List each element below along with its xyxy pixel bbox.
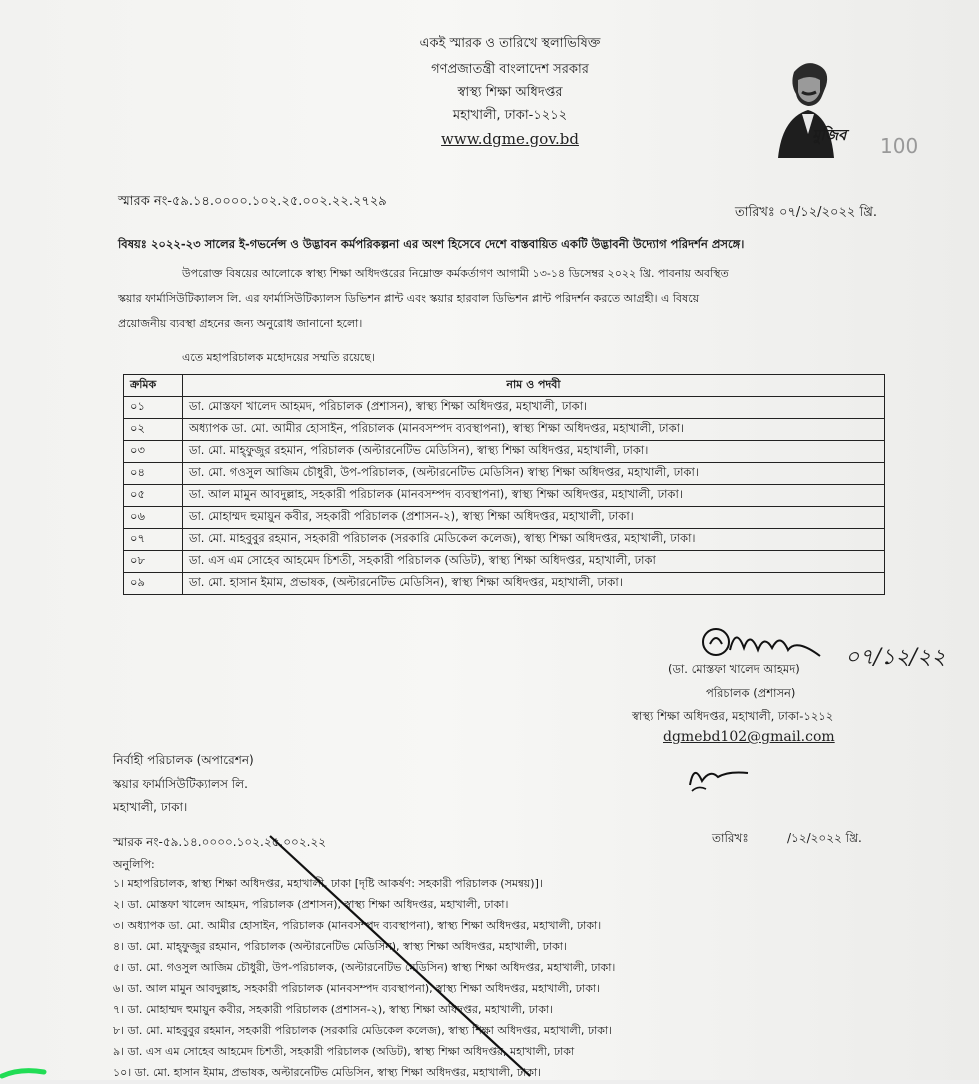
row-name: ডা. মো. মাহবুবুর রহমান, সহকারী পরিচালক (সরকারি মেডিকেল কলেজ), স্বাস্থ্য শিক্ষা অধিদপ্তর, মহাখালী, ঢাকা। bbox=[183, 529, 885, 551]
website-link[interactable]: www.dgme.gov.bd bbox=[441, 130, 579, 148]
row-serial: ০২ bbox=[124, 419, 183, 441]
copy-item: ৯। ডা. এস এম সোহেব আহমেদ চিশতী, সহকারী পরিচালক (অডিট), স্বাস্থ্য শিক্ষা অধিদপ্তর, মহাখালী, ঢাকা bbox=[113, 1045, 575, 1058]
mujib-100-logo bbox=[772, 58, 919, 163]
copy-memo-number: স্মারক নং-৫৯.১৪.০০০০.১০২.২৫.০০২.২২ bbox=[113, 835, 327, 849]
signatory-email[interactable]: dgmebd102@gmail.com bbox=[663, 729, 835, 745]
signatory-office: স্বাস্থ্য শিক্ষা অধিদপ্তর, মহাখালী, ঢাকা-১২১২ bbox=[632, 709, 834, 723]
copy-label: অনুলিপি: bbox=[113, 858, 155, 871]
copy-item: ৫। ডা. মো. গওসুল আজিম চৌধুরী, উপ-পরিচালক, (অল্টারনেটিভ মেডিসিন) স্বাস্থ্য শিক্ষা অধিদপ্তর, মহাখালী, ঢাকা। bbox=[113, 961, 616, 974]
body-line-1: উপরোক্ত বিষয়ের আলোকে স্বাস্থ্য শিক্ষা অধিদপ্তরের নিম্নোক্ত কর্মকর্তাগণ আগামী ১৩-১৪ ডিসেম্বর ২০২২ খ্রি. পাবনায় অবস্থিত bbox=[182, 267, 729, 280]
recipient-line-1: নির্বাহী পরিচালক (অপারেশন) bbox=[113, 753, 254, 767]
row-serial: ০৯ bbox=[124, 573, 183, 595]
signature-date: ০৭/১২/২২ bbox=[845, 645, 946, 670]
row-name: অধ্যাপক ডা. মো. আমীর হোসাইন, পরিচালক (মানবসম্পদ ব্যবস্থাপনা), স্বাস্থ্য শিক্ষা অধিদপ্তর, মহাখালী, ঢাকা। bbox=[183, 419, 885, 441]
strike-through-line bbox=[240, 830, 540, 1080]
memo-subject: বিষয়ঃ ২০২২-২৩ সালের ই-গভর্নেন্স ও উদ্ভাবন কর্মপরিকল্পনা এর অংশ হিসেবে দেশে বাস্তবায়িত একটি উদ্ভাবনী উদ্যোগ পরিদর্শন প্রসঙ্গে। bbox=[118, 237, 745, 251]
row-name: ডা. মো. মাহ্ফুজুর রহমান, পরিচালক (অল্টারনেটিভ মেডিসিন), স্বাস্থ্য শিক্ষা অধিদপ্তর, মহাখালী, ঢাকা। bbox=[183, 441, 885, 463]
memo-date: তারিখঃ ০৭/১২/২০২২ খ্রি. bbox=[735, 205, 878, 220]
copy-item: ৪। ডা. মো. মাহ্ফুজুর রহমান, পরিচালক (অল্টারনেটিভ মেডিসিন), স্বাস্থ্য শিক্ষা অধিদপ্তর, মহাখালী, ঢাকা। bbox=[113, 940, 567, 953]
officials-table bbox=[123, 374, 885, 595]
row-serial: ০৪ bbox=[124, 463, 183, 485]
header-line-2: গণপ্রজাতন্ত্রী বাংলাদেশ সরকার bbox=[431, 62, 589, 77]
body-line-2: স্কয়ার ফার্মাসিউটিক্যালস লি. এর ফার্মাসিউটিক্যালস ডিভিশন প্লান্ট এবং স্কয়ার হারবাল ডিভিশন প্লান্ট পরিদর্শন করতে আগ্রহী। এ বিষয়ে bbox=[118, 292, 700, 305]
copy-item: ৭। ডা. মোহাম্মদ হুমায়ুন কবীর, সহকারী পরিচালক (প্রশাসন-২), স্বাস্থ্য শিক্ষা অধিদপ্তর, মহাখালী, ঢাকা। bbox=[113, 1003, 554, 1016]
copy-item: ৮। ডা. মো. মাহবুবুর রহমান, সহকারী পরিচালক (সরকারি মেডিকেল কলেজ), স্বাস্থ্য শিক্ষা অধিদপ্তর, মহাখালী, ঢাকা। bbox=[113, 1024, 613, 1037]
header-line-3: স্বাস্থ্য শিক্ষা অধিদপ্তর bbox=[457, 85, 563, 100]
body-line-3: প্রয়োজনীয় ব্যবস্থা গ্রহনের জন্য অনুরোধ জানানো হলো। bbox=[118, 317, 363, 330]
table-row bbox=[124, 529, 885, 551]
table-row bbox=[124, 419, 885, 441]
logo-text: মুজিব bbox=[812, 126, 847, 144]
row-name: ডা. আল মামুন আবদুল্লাহ, সহকারী পরিচালক (মানবসম্পদ ব্যবস্থাপনা), স্বাস্থ্য শিক্ষা অধিদপ্তর, মহাখালী, ঢাকা। bbox=[183, 485, 885, 507]
row-serial: ০৮ bbox=[124, 551, 183, 573]
table-row bbox=[124, 441, 885, 463]
row-name: ডা. মো. গওসুল আজিম চৌধুরী, উপ-পরিচালক, (অল্টারনেটিভ মেডিসিন) স্বাস্থ্য শিক্ষা অধিদপ্তর, মহাখালী, ঢাকা। bbox=[183, 463, 885, 485]
copy-item: ১০। ডা. মো. হাসান ইমাম, প্রভাষক, অল্টারনেটিভ মেডিসিন, স্বাস্থ্য শিক্ষা অধিদপ্তর, মহাখালী, ঢাকা। bbox=[113, 1066, 542, 1079]
copy-item: ১। মহাপরিচালক, স্বাস্থ্য শিক্ষা অধিদপ্তর, মহাখালী, ঢাকা [দৃষ্টি আকর্ষণ: সহকারী পরিচালক (সমন্বয়)]। bbox=[113, 877, 543, 890]
row-serial: ০১ bbox=[124, 397, 183, 419]
recipient-line-2: স্কয়ার ফার্মাসিউটিক্যালস লি. bbox=[113, 777, 248, 791]
serial-header: ক্রমিক bbox=[124, 375, 183, 397]
signatory-name: (ডা. মোস্তফা খালেদ আহমদ) bbox=[668, 662, 800, 676]
table-header-row bbox=[124, 375, 885, 397]
name-header: নাম ও পদবী bbox=[183, 375, 885, 397]
memo-number: স্মারক নং-৫৯.১৪.০০০০.১০২.২৫.০০২.২২.২৭২৯ bbox=[118, 194, 387, 209]
green-mark bbox=[0, 1062, 50, 1080]
row-name: ডা. মো. হাসান ইমাম, প্রভাষক, (অল্টারনেটিভ মেডিসিন), স্বাস্থ্য শিক্ষা অধিদপ্তর, মহাখালী, ঢাকা। bbox=[183, 573, 885, 595]
initial-scribble bbox=[684, 755, 754, 795]
table-row bbox=[124, 551, 885, 573]
row-serial: ০৩ bbox=[124, 441, 183, 463]
logo-number: 100 bbox=[880, 134, 919, 158]
copy-item: ৬। ডা. আল মামুন আবদুল্লাহ, সহকারী পরিচালক (মানবসম্পদ ব্যবস্থাপনা), স্বাস্থ্য শিক্ষা অধিদপ্তর, মহাখালী, ঢাকা। bbox=[113, 982, 601, 995]
table-row bbox=[124, 397, 885, 419]
table-row bbox=[124, 485, 885, 507]
row-name: ডা. এস এম সোহেব আহমেদ চিশতী, সহকারী পরিচালক (অডিট), স্বাস্থ্য শিক্ষা অধিদপ্তর, মহাখালী, ঢাকা bbox=[183, 551, 885, 573]
table-row bbox=[124, 507, 885, 529]
recipient-line-3: মহাখালী, ঢাকা। bbox=[113, 800, 188, 814]
consent-line: এতে মহাপরিচালক মহোদয়ের সম্মতি রয়েছে। bbox=[182, 351, 375, 364]
signatory-designation: পরিচালক (প্রশাসন) bbox=[706, 686, 796, 700]
row-serial: ০৭ bbox=[124, 529, 183, 551]
table-row bbox=[124, 573, 885, 595]
table-row bbox=[124, 463, 885, 485]
copy-item: ৩। অধ্যাপক ডা. মো. আমীর হোসাইন, পরিচালক (মানবসম্পদ ব্যবস্থাপনা), স্বাস্থ্য শিক্ষা অধিদপ্তর, মহাখালী, ঢাকা। bbox=[113, 919, 602, 932]
row-name: ডা. মোস্তফা খালেদ আহমদ, পরিচালক (প্রশাসন), স্বাস্থ্য শিক্ষা অধিদপ্তর, মহাখালী, ঢাকা। bbox=[183, 397, 885, 419]
header-line-1: একই স্মারক ও তারিখে স্থলাভিষিক্ত bbox=[419, 36, 601, 51]
row-name: ডা. মোহাম্মদ হুমায়ুন কবীর, সহকারী পরিচালক (প্রশাসন-২), স্বাস্থ্য শিক্ষা অধিদপ্তর, মহাখালী, ঢাকা। bbox=[183, 507, 885, 529]
copy-item: ২। ডা. মোস্তফা খালেদ আহমদ, পরিচালক (প্রশাসন), স্বাস্থ্য শিক্ষা অধিদপ্তর, মহাখালী, ঢাকা। bbox=[113, 898, 509, 911]
header-line-4: মহাখালী, ঢাকা-১২১২ bbox=[452, 108, 568, 123]
row-serial: ০৬ bbox=[124, 507, 183, 529]
row-serial: ০৫ bbox=[124, 485, 183, 507]
copy-date: তারিখঃ /১২/২০২২ খ্রি. bbox=[712, 831, 862, 845]
